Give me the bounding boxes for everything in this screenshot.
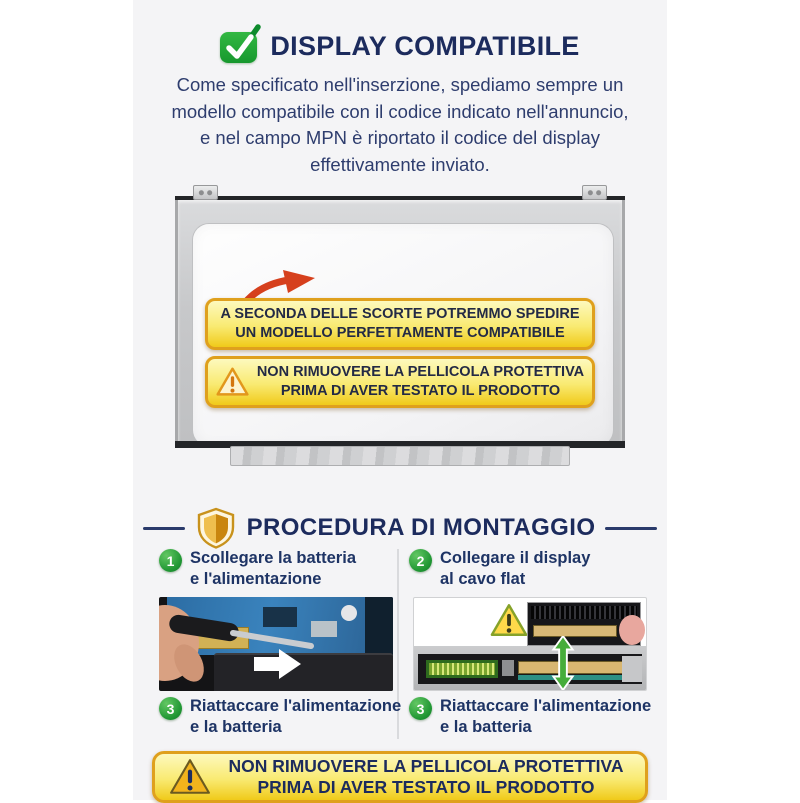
- flat-cable: [533, 625, 617, 637]
- assembly-column-1: [159, 548, 402, 744]
- foil-tape: [622, 656, 642, 682]
- step-3-label: Riattaccare l'alimentazione e la batteria: [190, 697, 402, 736]
- heading-rule-left: [143, 527, 185, 530]
- warning-triangle-icon: [216, 367, 249, 397]
- film-warning-text: NON RIMUOVERE LA PELLICOLA PROTETTIVA PRIMA DI AVER TESTATO IL PRODOTTO: [256, 364, 585, 399]
- connector-channel: [418, 654, 642, 684]
- gold-shield-icon: [195, 507, 237, 549]
- connector-latch: [502, 660, 514, 676]
- step-2: [409, 548, 590, 590]
- step-3-left: [159, 696, 401, 738]
- header: [133, 26, 667, 66]
- panel-foil-cable: [230, 446, 570, 466]
- assembly-column-2: [409, 548, 652, 744]
- mounting-bracket-left: [193, 185, 218, 200]
- screwdriver-shaft: [233, 633, 311, 646]
- flat-cable-connector-photo: [413, 597, 647, 691]
- step-2-badge: 2: [409, 549, 432, 572]
- heading-rule-right: [605, 527, 657, 530]
- stock-notice-box: [205, 298, 595, 350]
- lcd-panel-photo: [175, 185, 625, 477]
- page-title: DISPLAY COMPATIBILE: [270, 30, 580, 61]
- pcb-connector: [426, 660, 498, 678]
- step-1-label: Scollegare la batteria e l'alimentazione: [190, 549, 356, 588]
- step-1-badge: 1: [159, 549, 182, 572]
- connector-closeup-inset: [527, 602, 641, 646]
- step-3-badge: 3: [159, 697, 182, 720]
- mounting-bracket-right: [582, 185, 607, 200]
- stock-notice-text: A SECONDA DELLE SCORTE POTREMMO SPEDIRE UN MODELLO PERFETTAMENTE COMPATIBILE: [220, 306, 580, 341]
- intro-text: Come specificato nell'inserzione, spediamo sempre un modello compatibile con il codice indicato nell'annuncio, e nel campo MPN è riportato il codice del display effettivamente inviato.: [171, 74, 629, 175]
- procedure-heading-row: [133, 506, 667, 550]
- connector-pins: [531, 606, 637, 619]
- panel-edge: [414, 646, 646, 690]
- footer-warning-banner: [152, 751, 648, 803]
- battery-disconnect-photo: [159, 597, 393, 691]
- step-3-label: Riattaccare l'alimentazione e la batteria: [440, 697, 652, 736]
- step-1: [159, 548, 356, 590]
- film-warning-box: [205, 356, 595, 408]
- step-2-label: Collegare il display al cavo flat: [440, 549, 591, 588]
- step-3-badge: 3: [409, 697, 432, 720]
- step-3-right: [409, 696, 651, 738]
- warning-triangle-icon: [490, 603, 528, 638]
- green-checkmark-icon: [220, 29, 257, 63]
- green-double-arrow-icon: [551, 636, 575, 690]
- warning-triangle-icon: [169, 758, 211, 796]
- fingertip: [619, 615, 645, 645]
- footer-warning-text: NON RIMUOVERE LA PELLICOLA PROTETTIVA PRIMA DI AVER TESTATO IL PRODOTTO: [228, 755, 624, 797]
- white-right-arrow-icon: [254, 649, 301, 679]
- content-column: [133, 0, 667, 800]
- procedure-heading: PROCEDURA DI MONTAGGIO: [246, 514, 596, 541]
